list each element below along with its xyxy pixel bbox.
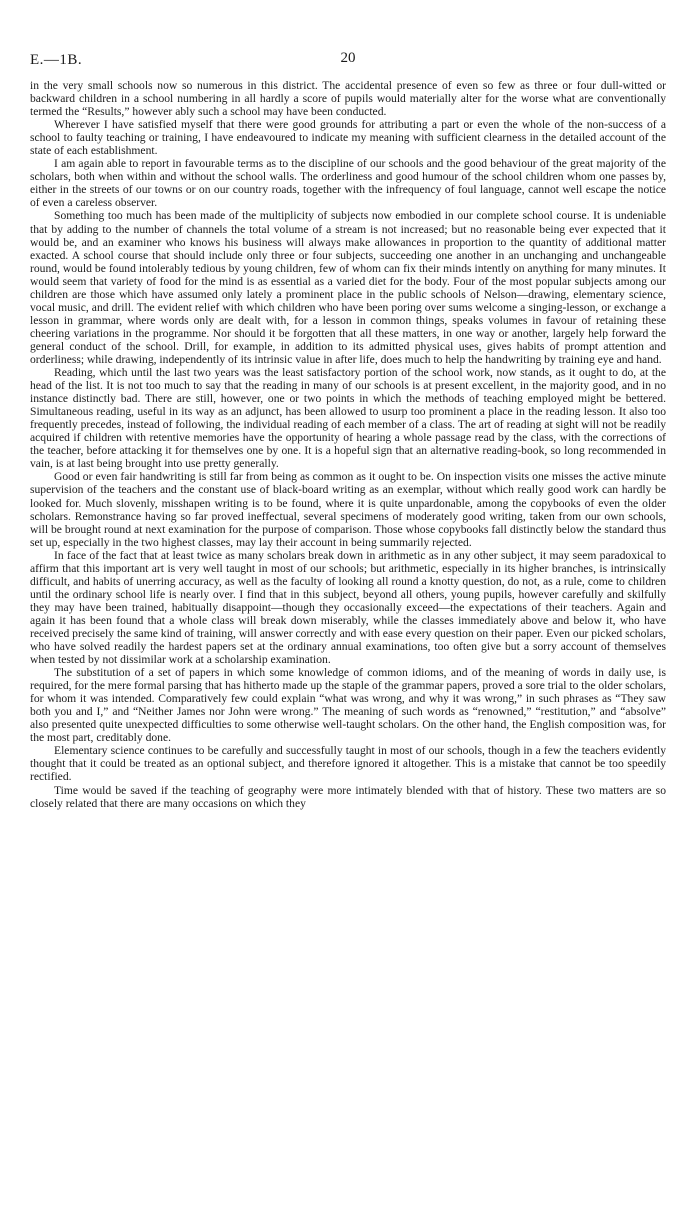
- paragraph-teaching-faults: Wherever I have satisfied myself that there were good grounds for attributing a part or even the whole of the non-success of a school to faulty teaching or training, I have endeavoured to indicate my meaning with sufficient clearness in the detailed account of the state of each establishment.: [30, 118, 666, 158]
- paragraph-arithmetic: In face of the fact that at least twice as many scholars break down in arithmetic as in any other subject, it may seem paradoxical to affirm that this important art is very well taught in most of our schools; but arithmetic, especially in its higher branches, is intrinsically difficult, and habits of unerring accuracy, as well as the faculty of looking all round a knotty question, do not, as a rule, come to children until the ordinary school life is nearly over. I find that in this subject, beyond all others, young pupils, however carefully and skilfully they may have been trained, habitually disappoint—though they occasionally exceed—the expectations of their teachers. Again and again it has been found that a whole class will break down miserably, while the classes immediately above and below it, who have received precisely the same kind of training, will answer correctly and with ease every question on their paper. Even our picked scholars, who have solved readily the hardest papers set at the ordinary annual examinations, too often give but a sorry account of themselves when tested by not dissimilar work at a scholarship examination.: [30, 548, 666, 667]
- report-body: [30, 79, 666, 810]
- paragraph-continued: in the very small schools now so numerous in this district. The accidental presence of even so few as three or four dull-witted or backward children in a school numbering in all hardly a score of pupils would materially alter for the worse what are conventionally termed the “Results,” however ably such a school may have been conducted.: [30, 79, 666, 119]
- paragraph-discipline: I am again able to report in favourable terms as to the discipline of our schools and the good behaviour of the great majority of the scholars, both when within and without the school walls. The orderliness and good humour of the school children whom one passes by, either in the streets of our towns or on our country roads, together with the infrequency of foul language, cannot well escape the notice of even a careless observer.: [30, 157, 666, 210]
- page-number: 20: [340, 50, 356, 66]
- paragraph-school-course: Something too much has been made of the multiplicity of subjects now embodied in our complete school course. It is undeniable that by adding to the number of channels the total volume of a stream is not increased; but no reasonable being ever expected that it would be, and an examiner who knows his business will always make allowances in proportion to the quantity of additional matter exacted. A school course that should include only three or four subjects, succeeding one another in an unchanging and unchangeable round, would be found intolerably tedious by young children, few of whom can fix their minds intently on anything for many minutes. It would seem that variety of food for the mind is as essential as a varied diet for the body. Four of the most popular subjects among our children are those which have assumed only lately a prominent place in the public schools of Nelson—drawing, elementary science, vocal music, and drill. The evident relief with which children who have been poring over sums welcome a singing-lesson, or exchange a lesson in grammar, where words only are dealt with, for a lesson in common things, speaks volumes in favour of retaining these cheering variations in the programme. Nor should it be forgotten that all these matters, in one way or another, largely help forward the general conduct of the school. Drill, for example, in addition to its admitted physical uses, gives habits of prompt attention and orderliness; while drawing, independently of its intrinsic value in after life, does much to help the handwriting by training eye and hand.: [30, 209, 666, 366]
- paragraph-geography: Time would be saved if the teaching of geography were more intimately blended with that of history. These two matters are so closely related that there are many occasions on which they: [30, 783, 666, 810]
- paragraph-science: Elementary science continues to be carefully and successfully taught in most of our schools, though in a few the teachers evidently thought that it could be treated as an optional subject, and therefore ignored it altogether. This is a mistake that cannot be too speedily rectified.: [30, 744, 666, 784]
- document-reference: E.—1B.: [30, 52, 83, 68]
- paragraph-grammar: The substitution of a set of papers in which some knowledge of common idioms, and of the meaning of words in daily use, is required, for the mere formal parsing that has hitherto made up the staple of the grammar papers, proved a sore trial to the older scholars, for whom it was intended. Comparatively few could explain “what was wrong, and why it was wrong,” in such phrases as “They saw both you and I,” and “Neither James nor John were wrong.” The meaning of such words as “renowned,” “restitution,” and “absolve” also presented quite unexpected difficulties to some otherwise well-taught scholars. On the other hand, the English composition was, for the most part, creditably done.: [30, 666, 666, 745]
- page-header: [30, 50, 666, 70]
- paragraph-reading: Reading, which until the last two years was the least satisfactory portion of the school work, now stands, as it ought to do, at the head of the list. It is not too much to say that the reading in many of our schools is at present excellent, in the majority good, and in no instance distinctly bad. There are still, however, one or two points in which the methods of teaching employed might be bettered. Simultaneous reading, useful in its way as an adjunct, has been allowed to usurp too prominent a place in the reading lesson. It also too frequently precedes, instead of following, the individual reading of each member of a class. The art of reading at sight will not be readily acquired if children with retentive memories have the opportunity of hearing a whole passage read by the class, with the corrections of the teacher, before attacking it for themselves one by one. It is a hopeful sign that an alternative reading-book, so long recommended in vain, is at last being brought into use pretty generally.: [30, 366, 666, 471]
- paragraph-handwriting: Good or even fair handwriting is still far from being as common as it ought to be. On inspection visits one misses the active minute supervision of the teachers and the constant use of black-board writing as an exemplar, without which really good work can hardly be looked for. Much slovenly, misshapen writing is to be found, where it is quite unpardonable, among the copybooks of even the older scholars. Remonstrance having so far proved ineffectual, several specimens of moderately good writing, taken from our own schools, will be brought round at next examination for the purpose of comparison. Those whose copybooks fall distinctly below the standard thus set up, especially in the two highest classes, may lay their account in being summarily rejected.: [30, 470, 666, 549]
